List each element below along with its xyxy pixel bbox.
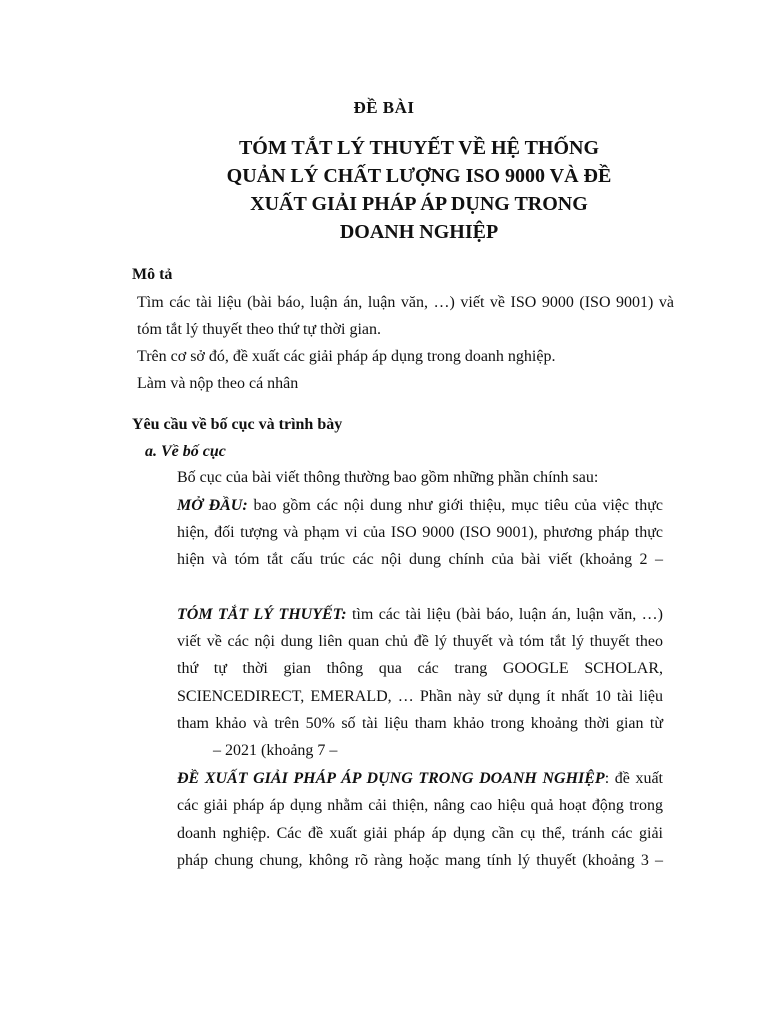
theory-section-line-6: – 2021 (khoảng 7 – xyxy=(213,742,338,759)
theory-section-line-3: thứ tự thời gian thông qua các trang GOOGLE SCHOLAR, xyxy=(177,660,663,677)
proposal-section-line-4: pháp chung chung, không rõ ràng hoặc mang tính lý thuyết (khoảng 3 – xyxy=(177,852,663,869)
requirements-heading: Yêu cầu về bố cục và trình bày xyxy=(132,416,343,433)
theory-section-line-4: SCIENCEDIRECT, EMERALD, … Phần này sử dụng ít nhất 10 tài liệu xyxy=(177,688,663,705)
intro-section-text-1: bao gồm các nội dung như giới thiệu, mục tiêu của việc thực xyxy=(247,497,664,514)
theory-section-text-1: tìm các tài liệu (bài báo, luận án, luận văn, …) xyxy=(346,606,663,623)
proposal-section-label: ĐỀ XUẤT GIẢI PHÁP ÁP DỤNG TRONG DOANH NGHIỆP xyxy=(177,770,605,787)
title-line-1: TÓM TẮT LÝ THUYẾT VỀ HỆ THỐNG xyxy=(238,137,600,159)
intro-section-label: MỞ ĐẦU: xyxy=(177,497,248,514)
title-line-4: DOANH NGHIỆP xyxy=(339,221,499,243)
intro-section-line-1 xyxy=(177,497,663,515)
layout-subheading: a. Về bố cục xyxy=(145,443,226,460)
theory-section-line-2: viết về các nội dung liên quan chủ đề lý thuyết và tóm tắt lý thuyết theo xyxy=(177,633,663,650)
description-line-1: Tìm các tài liệu (bài báo, luận án, luận văn, …) viết về ISO 9000 (ISO 9001) và xyxy=(137,294,674,311)
proposal-section-line-1 xyxy=(177,770,663,788)
theory-section-label: TÓM TẮT LÝ THUYẾT: xyxy=(177,606,347,623)
proposal-section-text-1: : đề xuất xyxy=(604,770,663,787)
intro-section-line-2: hiện, đối tượng và phạm vi của ISO 9000 (ISO 9001), phương pháp thực xyxy=(177,524,663,541)
document-title xyxy=(184,134,654,246)
description-heading: Mô tả xyxy=(132,266,173,283)
title-line-3: XUẤT GIẢI PHÁP ÁP DỤNG TRONG xyxy=(250,193,588,215)
theory-section-line-1 xyxy=(177,606,663,624)
intro-section-line-3: hiện và tóm tắt cấu trúc các nội dung chính của bài viết (khoảng 2 – xyxy=(177,551,663,568)
proposal-section-line-3: doanh nghiệp. Các đề xuất giải pháp áp dụng cần cụ thể, tránh các giải xyxy=(177,825,663,842)
layout-intro: Bố cục của bài viết thông thường bao gồm những phần chính sau: xyxy=(177,469,599,486)
assignment-heading: ĐỀ BÀI xyxy=(353,98,415,117)
theory-section-line-5: tham khảo và trên 50% số tài liệu tham khảo trong khoảng thời gian từ xyxy=(177,715,663,732)
title-line-2: QUẢN LÝ CHẤT LƯỢNG ISO 9000 VÀ ĐỀ xyxy=(226,165,612,187)
proposal-section-line-2: các giải pháp áp dụng nhằm cải thiện, nâng cao hiệu quả hoạt động trong xyxy=(177,797,663,814)
description-line-2: tóm tắt lý thuyết theo thứ tự thời gian. xyxy=(137,321,381,338)
description-line-3: Trên cơ sở đó, đề xuất các giải pháp áp dụng trong doanh nghiệp. xyxy=(137,348,556,365)
description-line-4: Làm và nộp theo cá nhân xyxy=(137,375,299,392)
